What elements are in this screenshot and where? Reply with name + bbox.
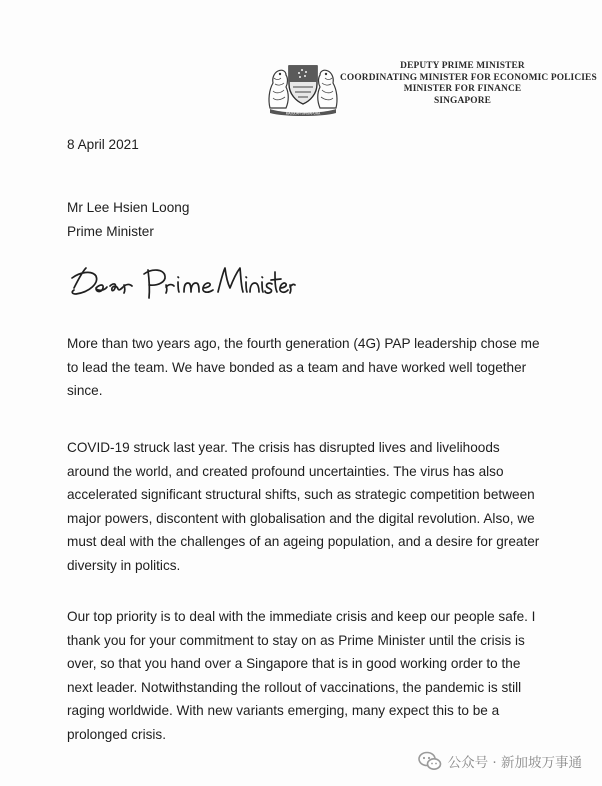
addressee-block — [67, 196, 537, 243]
paragraph-line: Our top priority is to deal with the immediate crisis and keep our people safe. I — [67, 609, 536, 624]
paragraph-2 — [67, 436, 540, 578]
paragraph-line: accelerated significant structural shifts, such as strategic competition between — [67, 487, 535, 503]
watermark — [418, 748, 582, 774]
paragraph-line: thank you for your commitment to stay on as Prime Minister until the crisis is — [67, 632, 525, 648]
handwritten-salutation — [66, 258, 296, 308]
paragraph-line: major powers, discontent with globalisation and the digital revolution. Also, we — [67, 510, 535, 526]
letter-date: 8 April 2021 — [67, 137, 139, 152]
watermark-text: 公众号 · 新加坡万事通 — [447, 755, 582, 771]
paragraph-line: since. — [67, 383, 103, 399]
singapore-coat-of-arms-icon — [264, 56, 342, 116]
crest-motto: MAJULAH SINGAPURA — [285, 111, 321, 116]
paragraph-line: next leader. Notwithstanding the rollout of vaccinations, the pandemic is still — [67, 679, 522, 695]
letterhead-line: DEPUTY PRIME MINISTER — [400, 61, 525, 71]
paragraph-line: COVID-19 struck last year. The crisis has disrupted lives and livelihoods — [67, 440, 500, 455]
paragraph-line: must deal with the challenges of an ageing population, and a desire for greater — [67, 534, 540, 550]
paragraph-line: diversity in politics. — [67, 557, 181, 573]
paragraph-1 — [67, 332, 540, 403]
letterhead-line: COORDINATING MINISTER FOR ECONOMIC POLICIES — [340, 72, 597, 83]
paragraph-line: over, so that you hand over a Singapore that is in good working order to the — [67, 656, 521, 672]
addressee-title: Prime Minister — [67, 223, 154, 239]
wechat-official-account-icon — [418, 750, 442, 772]
letterhead-line: MINISTER FOR FINANCE — [403, 84, 522, 95]
paragraph-line: More than two years ago, the fourth generation (4G) PAP leadership chose me — [67, 336, 540, 351]
letterhead-line: SINGAPORE — [433, 95, 492, 106]
addressee-name: Mr Lee Hsien Loong — [67, 200, 190, 215]
paragraph-line: prolonged crisis. — [67, 726, 166, 742]
paragraph-line: around the world, and created profound uncertainties. The virus has also — [67, 463, 504, 479]
paragraph-line: to lead the team. We have bonded as a team and have worked well together — [67, 359, 527, 375]
paragraph-3 — [67, 605, 537, 747]
letterhead — [340, 61, 597, 107]
paragraph-line: raging worldwide. With new variants emerging, many expect this to be a — [67, 703, 500, 719]
